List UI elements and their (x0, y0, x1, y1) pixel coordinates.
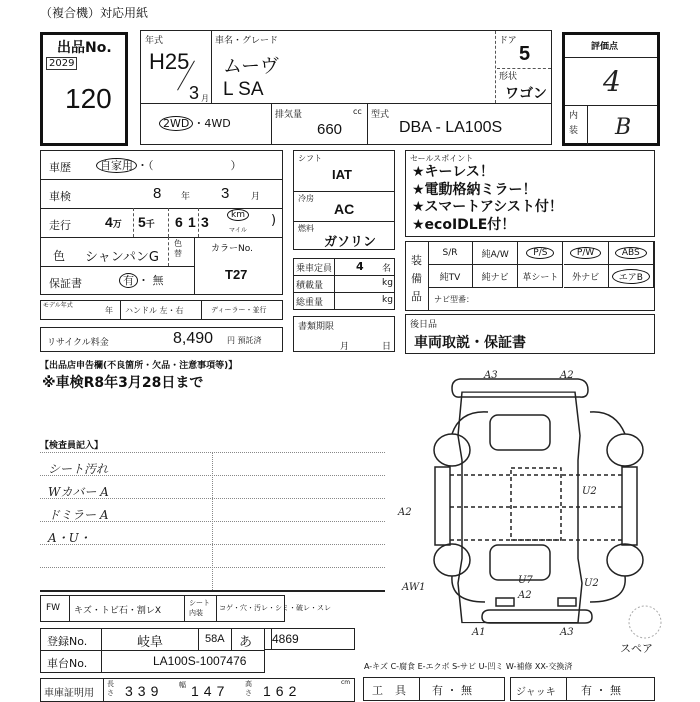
seat-items: コゲ・穴・汚レ・シミ・破レ・スレ (219, 604, 331, 612)
score-label: 評価点 (591, 42, 619, 52)
later-label: 後日品 (410, 320, 438, 330)
tire (434, 544, 470, 576)
inspector-note: Wカバー A (48, 485, 109, 499)
dealer-options: ディーラー・並行 (211, 306, 267, 314)
sales-point: ★電動格納ミラー！ (412, 181, 537, 198)
height-label: 高さ (245, 680, 252, 697)
docs-box (293, 316, 395, 352)
mileage-sen: 5千 (138, 214, 155, 230)
shift-value: IAT (332, 167, 352, 182)
tire (607, 434, 643, 466)
jack-label: ジャッキ (516, 687, 556, 698)
model-year-label: モデル年式 (43, 302, 73, 309)
month-unit: 月 (201, 94, 209, 103)
model-year-unit: 年 (105, 306, 113, 315)
color-label: 色 (53, 249, 66, 263)
damage-mark: A2 (518, 590, 532, 601)
equipment-item: P/W (564, 242, 609, 265)
width-value: 147 (191, 683, 230, 699)
roof (511, 468, 561, 540)
km-selected: km (227, 209, 249, 221)
spec-box (293, 150, 395, 250)
damage-mark: AW1 (402, 582, 426, 593)
door-count: 5 (519, 43, 531, 65)
damage-mark: A1 (472, 627, 486, 638)
inspection-month: 3 (221, 185, 230, 202)
ac-value: AC (334, 201, 355, 217)
sales-label: セールスポイント (410, 154, 474, 163)
mileage-paren: ) (271, 213, 277, 228)
sales-points (412, 164, 563, 234)
inspector-note: シート汚れ (48, 462, 109, 476)
warranty-value: 有 ・ 無 (119, 272, 164, 288)
equipment-item: 革シート (518, 265, 563, 288)
name-label: 車名・グレード (215, 36, 279, 46)
equipment-item: 外ナビ (564, 265, 609, 288)
history-label: 車歴 (49, 161, 71, 174)
capacity-box (293, 258, 395, 310)
lot-number: 120 (65, 83, 112, 114)
damage-mark: U2 (584, 578, 599, 589)
capacity-label: 乗車定員 (296, 264, 333, 274)
year-unit: 年 (181, 192, 191, 202)
chassis-label: 車台No. (47, 657, 88, 670)
drive-selected: 2WD ・4WD (159, 115, 231, 131)
tire (434, 434, 470, 466)
inspection-year: 8 (153, 185, 162, 202)
sales-point: ★キーレス！ (412, 164, 494, 180)
lot-label: 出品No. (57, 40, 112, 56)
fuel-value: ガソリン (324, 235, 377, 250)
colorno-label: カラーNo. (211, 244, 253, 254)
mileage-label: 走行 (49, 219, 71, 232)
sales-points-box (405, 150, 655, 237)
jack-box (510, 677, 655, 701)
inspector-label: 【検査員記入】 (40, 441, 104, 451)
registration-area: 岐阜 (137, 635, 164, 650)
damage-mark: A2 (398, 507, 412, 518)
fuel-label: 燃料 (298, 224, 314, 233)
weight-unit: kg (382, 295, 393, 305)
spare-label: スペア (620, 642, 653, 655)
registration-label: 登録No. (47, 635, 88, 648)
tire (607, 544, 643, 576)
weight-label: 総重量 (296, 298, 324, 308)
car-name: ムーヴ (223, 55, 280, 77)
inspection-label: 車検 (49, 190, 71, 203)
length-value: 339 (125, 683, 164, 699)
damage-mark: U2 (582, 486, 597, 497)
recycle-value: 8,490 (173, 330, 214, 347)
month-value: 3 (189, 83, 200, 103)
damage-diagram (400, 370, 700, 670)
equipment-item: エアB (609, 265, 654, 288)
capacity-value: 4 (356, 260, 364, 273)
color-change-label: 色替 (174, 239, 182, 258)
lot-stamp: 2029 (46, 57, 77, 70)
width-label: 幅 (179, 681, 186, 689)
colorno-value: T27 (225, 267, 248, 282)
dimensions-label: 車庫証明用 (44, 688, 94, 699)
fw-items: キズ・トビ石・割レX (74, 606, 161, 616)
registration-box (40, 628, 265, 673)
shift-label: シフト (298, 154, 322, 163)
rear-bumper (452, 379, 588, 397)
cc-unit: cc (353, 107, 362, 116)
color-value: シャンパンG (85, 250, 159, 265)
year-label: 年式 (145, 36, 164, 46)
displacement-label: 排気量 (275, 110, 303, 120)
tools-value: 有 ・ 無 (432, 684, 472, 697)
mileage-digit: 1 (188, 214, 196, 230)
shape-label: 形状 (499, 72, 518, 82)
front-bumper (482, 610, 592, 623)
warranty-label: 保証書 (49, 277, 82, 290)
shape-value: ワゴン (505, 86, 547, 102)
registration-class: 58A (205, 633, 225, 645)
docs-month: 月 (340, 342, 350, 352)
spare-tire (629, 606, 661, 638)
later-items-box (405, 314, 655, 354)
ac-label: 冷房 (298, 194, 314, 203)
lot-box (40, 32, 128, 146)
tools-box (363, 677, 505, 701)
mile-option: マイル (229, 227, 247, 234)
damage-mark: A3 (560, 627, 574, 638)
equipment-item: ABS (609, 242, 654, 265)
inspector-note: A・U・ (48, 531, 91, 545)
equipment-label: 装備品 (411, 254, 422, 303)
registration-number: 4869 (272, 632, 299, 646)
door-label: ドア (499, 36, 517, 46)
sales-point: ★ecoIDLE付！ (412, 216, 516, 233)
seller-note: ※車検R8年3月28日まで (42, 375, 204, 391)
later-value: 車両取説・保証書 (414, 335, 526, 351)
length-label: 長さ (107, 680, 114, 697)
equipment-item: S/R (428, 242, 473, 265)
docs-day: 日 (382, 342, 392, 352)
inspector-notes (48, 458, 109, 550)
model-label: 型式 (371, 110, 390, 120)
equipment-box (405, 241, 655, 311)
navi-model-label: ナビ型番： (434, 295, 474, 304)
mileage-man: 4万 (105, 214, 122, 230)
mileage-digit: 6 (175, 214, 183, 230)
car-grade: L SA (223, 79, 264, 100)
seat-label: シート内装 (189, 599, 210, 617)
height-value: 162 (263, 683, 302, 699)
interior-score: B (615, 115, 632, 140)
damage-mark: A3 (484, 370, 498, 381)
sales-point: ★スマートアシスト付！ (412, 199, 563, 215)
equipment-item: 純A/W (473, 242, 518, 265)
load-label: 積載量 (296, 281, 324, 291)
damage-mark: A2 (560, 370, 574, 381)
registration-kana: あ (239, 635, 253, 650)
dimensions-row (40, 678, 355, 702)
right-step (622, 467, 637, 545)
misc-row (40, 300, 283, 320)
damage-mark: U7 (518, 575, 533, 586)
damage-legend: A-キズ C-腐食 E-エクボ S-サビ U-凹ミ W-補修 XX-交換済 (364, 662, 573, 671)
equipment-item: 純ナビ (473, 265, 518, 288)
history-block (40, 150, 283, 295)
displacement-value: 660 (317, 121, 343, 138)
month-unit: 月 (251, 192, 261, 202)
equipment-item: P/S (518, 242, 563, 265)
vehicle-box (140, 30, 552, 145)
rear-window (490, 415, 550, 450)
equipment-item: 純TV (428, 265, 473, 288)
form-subtitle: （複合機）対応用紙 (40, 6, 149, 20)
drive-other: ・4WD (193, 117, 231, 130)
tools-label: 工具 (372, 684, 418, 697)
recycle-row (40, 327, 283, 352)
seller-label: 【出品店申告欄(不良箇所・欠品・注意事項等)】 (40, 361, 238, 371)
model-code: DBA - LA100S (399, 119, 503, 136)
docs-label: 書類期限 (298, 322, 335, 332)
capacity-unit: 名 (382, 264, 392, 274)
jack-value: 有 ・ 無 (581, 684, 621, 697)
recycle-unit: 円 預託済 (227, 336, 262, 345)
chassis-value: LA100S-1007476 (153, 654, 247, 668)
mileage-digit: 3 (201, 214, 209, 230)
overall-score: 4 (603, 65, 621, 98)
load-unit: kg (382, 278, 393, 288)
inspector-note: ドミラー A (48, 508, 109, 522)
handle-options: ハンドル 左・右 (125, 306, 184, 315)
history-value: 自家用 ・（ ） (96, 157, 242, 173)
year-value: H25 (149, 49, 190, 74)
fw-label: FW (46, 603, 61, 613)
fw-row (40, 595, 331, 622)
score-box (562, 32, 660, 146)
interior-label: 内装 (569, 111, 579, 136)
recycle-label: リサイクル料金 (47, 338, 109, 348)
cm-unit: cm (341, 679, 351, 686)
left-step (435, 467, 450, 545)
